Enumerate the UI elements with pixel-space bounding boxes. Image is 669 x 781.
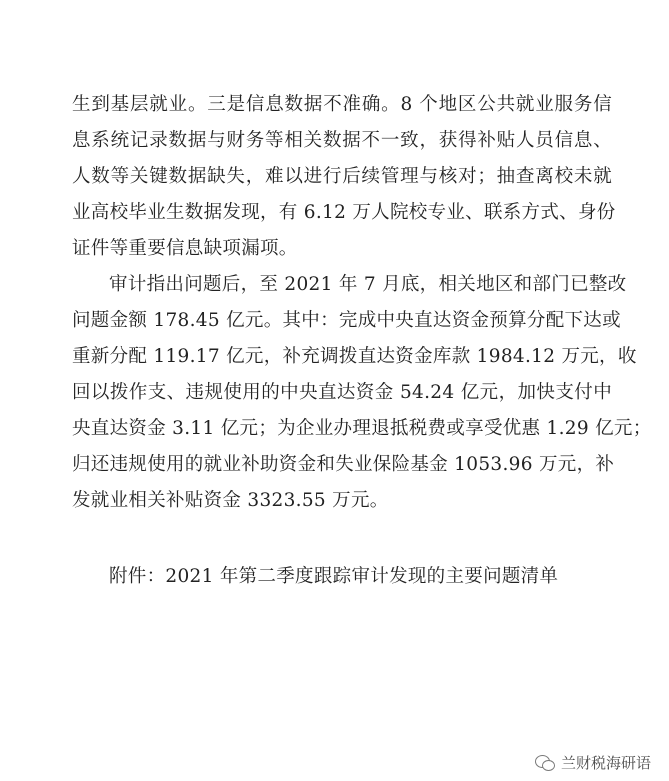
text-line: 归还违规使用的就业补助资金和失业保险基金 1053.96 万元，补 [72, 454, 615, 475]
text-line: 业高校毕业生数据发现，有 6.12 万人院校专业、联系方式、身份 [72, 202, 616, 223]
text-line: 证件等重要信息缺项漏项。 [72, 238, 298, 259]
text-line: 问题金额 178.45 亿元。其中：完成中央直达资金预算分配下达或 [72, 310, 621, 331]
text-line: 生到基层就业。三是信息数据不准确。8 个地区公共就业服务信 [72, 94, 612, 115]
watermark [535, 752, 651, 773]
text-line: 央直达资金 3.11 亿元；为企业办理退抵税费或享受优惠 1.29 亿元； [72, 418, 652, 439]
text-line: 审计指出问题后，至 2021 年 7 月底，相关地区和部门已整改 [109, 274, 627, 295]
wechat-icon [535, 754, 555, 772]
watermark-text: 兰财税海研语 [560, 754, 651, 772]
text-line: 重新分配 119.17 亿元，补充调拨直达资金库款 1984.12 万元，收 [72, 346, 637, 367]
text-line: 息系统记录数据与财务等相关数据不一致，获得补贴人员信息、 [72, 130, 612, 151]
attachment-note: 附件：2021 年第二季度跟踪审计发现的主要问题清单 [109, 566, 559, 587]
text-line: 回以拨作支、违规使用的中央直达资金 54.24 亿元，加快支付中 [72, 382, 612, 403]
text-line: 人数等关键数据缺失，难以进行后续管理与核对；抽查离校未就 [72, 166, 612, 187]
text-line: 发就业相关补贴资金 3323.55 万元。 [72, 490, 389, 511]
